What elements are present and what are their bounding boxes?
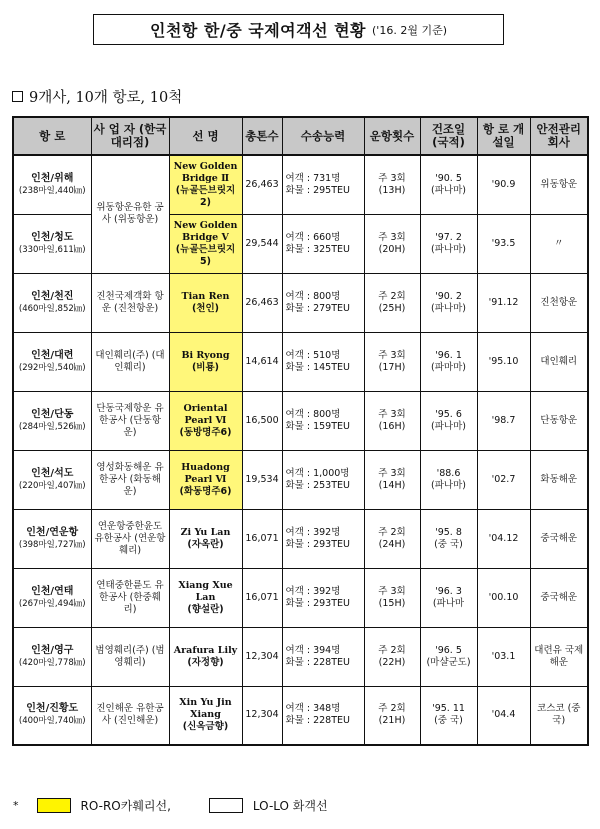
built-cell <box>420 686 477 745</box>
route-name: 인천/진황도 <box>26 703 79 715</box>
table-row <box>13 686 588 745</box>
route-distance: (398마일,727㎞) <box>18 539 86 550</box>
built-cell <box>420 568 477 627</box>
built-cell <box>420 273 477 332</box>
col-header-safety: 안전관리 회사 <box>530 117 588 155</box>
header-row <box>13 117 588 155</box>
route-cell <box>13 627 91 686</box>
capacity-cell <box>282 155 364 214</box>
passenger-capacity: 여객 : 660명 <box>285 231 341 243</box>
operator-cell: 진인해운 유한공사 (진인해운) <box>91 686 169 745</box>
passenger-capacity: 여객 : 510명 <box>285 349 341 361</box>
route-name: 인천/대련 <box>31 349 74 361</box>
ship-name-kr: (뉴골든브릿지5) <box>175 243 236 267</box>
tonnage-cell: 16,071 <box>242 568 282 627</box>
tonnage-cell: 12,304 <box>242 627 282 686</box>
ship-cell <box>169 273 242 332</box>
ship-name-en: New Golden Bridge Ⅱ <box>173 160 238 184</box>
legend-lolo-label: LO-LO 화객선 <box>252 799 328 813</box>
col-header-tonnage: 총톤수 <box>242 117 282 155</box>
opened-cell: '91.12 <box>477 273 530 332</box>
built-date: '97. 2 <box>435 231 462 243</box>
frequency: 주 2회 <box>378 526 406 538</box>
roro-swatch-icon <box>37 798 71 813</box>
cargo-capacity: 화물 : 145TEU <box>285 361 350 373</box>
table-row <box>13 627 588 686</box>
route-distance: (220마일,407㎞) <box>18 480 86 491</box>
tonnage-cell: 26,463 <box>242 273 282 332</box>
capacity-cell <box>282 450 364 509</box>
ship-cell <box>169 627 242 686</box>
ferry-table <box>12 116 589 746</box>
route-name: 인천/천진 <box>31 290 74 302</box>
ship-name-en: Huadong Pearl Ⅵ <box>181 461 230 485</box>
page-title: 인천항 한/중 국제여객선 현황 <box>149 21 367 40</box>
flag: (중 국) <box>434 538 463 550</box>
tonnage-cell: 16,071 <box>242 509 282 568</box>
safety-cell: 중국해운 <box>530 509 588 568</box>
cargo-capacity: 화물 : 293TEU <box>285 597 350 609</box>
voyage-hours: (24H) <box>378 538 406 550</box>
route-distance: (292마일,540㎞) <box>18 362 86 373</box>
route-name: 인천/영구 <box>31 644 74 656</box>
summary-line <box>12 86 182 107</box>
route-name: 인천/청도 <box>31 231 74 243</box>
capacity-cell <box>282 332 364 391</box>
route-distance: (420마일,778㎞) <box>18 657 86 668</box>
passenger-capacity: 여객 : 800명 <box>285 290 341 302</box>
tonnage-cell: 26,463 <box>242 155 282 214</box>
cargo-capacity: 화물 : 293TEU <box>285 538 350 550</box>
cargo-capacity: 화물 : 159TEU <box>285 420 350 432</box>
route-cell <box>13 568 91 627</box>
capacity-cell <box>282 686 364 745</box>
flag: (마샬군도) <box>426 656 471 668</box>
capacity-cell <box>282 627 364 686</box>
operator-cell: 위동항운유한 공사 (위동항운) <box>91 155 169 273</box>
frequency-cell <box>364 568 420 627</box>
route-cell <box>13 686 91 745</box>
ship-name-en: Xin Yu Jin Xiang <box>179 697 232 721</box>
capacity-cell <box>282 273 364 332</box>
built-date: '90. 2 <box>435 290 462 302</box>
ship-name-en: Zi Yu Lan <box>180 526 231 538</box>
ship-name-kr: (자옥란) <box>187 538 224 550</box>
route-cell <box>13 273 91 332</box>
cargo-capacity: 화물 : 228TEU <box>285 656 350 668</box>
route-cell <box>13 214 91 273</box>
built-date: '95. 6 <box>435 408 462 420</box>
frequency-cell <box>364 273 420 332</box>
table-row <box>13 391 588 450</box>
tonnage-cell: 19,534 <box>242 450 282 509</box>
route-cell <box>13 332 91 391</box>
route-distance: (400마일,740㎞) <box>18 716 86 727</box>
voyage-hours: (20H) <box>378 243 406 255</box>
opened-cell: '04.4 <box>477 686 530 745</box>
operator-cell: 대인훼리(주) (대인훼리) <box>91 332 169 391</box>
frequency-cell <box>364 391 420 450</box>
tonnage-cell: 14,614 <box>242 332 282 391</box>
ship-name-kr: (뉴골든브릿지2) <box>175 184 236 208</box>
square-bullet-icon <box>12 91 23 102</box>
ship-cell <box>169 568 242 627</box>
built-cell <box>420 155 477 214</box>
built-date: '95. 8 <box>435 526 462 538</box>
legend-mark: * <box>13 799 19 812</box>
built-date: '95. 11 <box>432 703 465 715</box>
frequency: 주 3회 <box>378 172 406 184</box>
ship-cell <box>169 686 242 745</box>
passenger-capacity: 여객 : 394명 <box>285 644 341 656</box>
frequency-cell <box>364 214 420 273</box>
safety-cell: 진천항운 <box>530 273 588 332</box>
built-date: '96. 5 <box>435 644 462 656</box>
safety-cell: 코스코 (중국) <box>530 686 588 745</box>
built-date: '90. 5 <box>435 172 462 184</box>
route-name: 인천/석도 <box>31 467 74 479</box>
cargo-capacity: 화물 : 228TEU <box>285 715 350 727</box>
frequency-cell <box>364 332 420 391</box>
voyage-hours: (22H) <box>378 656 406 668</box>
built-cell <box>420 214 477 273</box>
safety-cell: 〃 <box>530 214 588 273</box>
route-cell <box>13 391 91 450</box>
route-name: 인천/연운항 <box>26 526 79 538</box>
ship-cell <box>169 332 242 391</box>
ship-name-kr: (비룡) <box>191 361 220 373</box>
flag: (파나마) <box>431 479 466 491</box>
frequency-cell <box>364 509 420 568</box>
operator-cell: 범영훼리(주) (범영훼리) <box>91 627 169 686</box>
table-row <box>13 568 588 627</box>
built-date: '96. 3 <box>435 585 462 597</box>
ship-name-en: New Golden Bridge Ⅴ <box>173 219 238 243</box>
passenger-capacity: 여객 : 348명 <box>285 703 341 715</box>
passenger-capacity: 여객 : 800명 <box>285 408 341 420</box>
built-date: '88.6 <box>436 467 461 479</box>
opened-cell: '93.5 <box>477 214 530 273</box>
ship-name-kr: (자정향) <box>187 656 224 668</box>
ship-name-kr: (동방명주6) <box>179 426 232 438</box>
safety-cell: 대인훼리 <box>530 332 588 391</box>
frequency: 주 3회 <box>378 231 406 243</box>
ship-name-en: Arafura Lily <box>173 644 238 656</box>
capacity-cell <box>282 214 364 273</box>
route-distance: (267마일,494㎞) <box>18 598 86 609</box>
capacity-cell <box>282 568 364 627</box>
ship-name-kr: (신옥금향) <box>182 721 229 733</box>
voyage-hours: (14H) <box>378 479 406 491</box>
tonnage-cell: 29,544 <box>242 214 282 273</box>
ship-name-en: Xiang Xue Lan <box>178 579 233 603</box>
ship-cell <box>169 155 242 214</box>
route-name: 인천/위해 <box>31 172 74 184</box>
built-cell <box>420 627 477 686</box>
frequency: 주 2회 <box>378 703 406 715</box>
table-row <box>13 450 588 509</box>
frequency: 주 3회 <box>378 408 406 420</box>
voyage-hours: (25H) <box>378 302 406 314</box>
voyage-hours: (13H) <box>378 184 406 196</box>
frequency: 주 3회 <box>378 467 406 479</box>
route-distance: (460마일,852㎞) <box>18 303 86 314</box>
operator-cell: 연운항중한윤도 유한공사 (연운항훼리) <box>91 509 169 568</box>
ship-name-en: Bi Ryong <box>181 349 230 361</box>
title-date-note: ('16. 2월 기준) <box>372 23 447 37</box>
opened-cell: '90.9 <box>477 155 530 214</box>
ship-name-kr: (화동명주6) <box>179 485 232 497</box>
capacity-cell <box>282 391 364 450</box>
legend-roro-label: RO-RO카훼리선, <box>80 799 171 813</box>
table-row <box>13 155 588 214</box>
built-cell <box>420 450 477 509</box>
passenger-capacity: 여객 : 392명 <box>285 526 341 538</box>
frequency-cell <box>364 686 420 745</box>
col-header-capacity: 수송능력 <box>282 117 364 155</box>
summary-text: 9개사, 10개 항로, 10척 <box>29 90 183 106</box>
opened-cell: '03.1 <box>477 627 530 686</box>
title-box <box>93 14 504 45</box>
flag: (파나마) <box>431 420 466 432</box>
table-row <box>13 332 588 391</box>
col-header-operator: 사 업 자 (한국대리점) <box>91 117 169 155</box>
frequency-cell <box>364 627 420 686</box>
route-distance: (238마일,440㎞) <box>18 185 86 196</box>
ship-cell <box>169 391 242 450</box>
tonnage-cell: 16,500 <box>242 391 282 450</box>
lolo-swatch-icon <box>209 798 243 813</box>
route-distance: (284마일,526㎞) <box>18 421 86 432</box>
cargo-capacity: 화물 : 325TEU <box>285 243 350 255</box>
opened-cell: '95.10 <box>477 332 530 391</box>
operator-cell: 단동국제항운 유한공사 (단동항운) <box>91 391 169 450</box>
safety-cell: 위동항운 <box>530 155 588 214</box>
frequency-cell <box>364 450 420 509</box>
flag: (파나마) <box>431 184 466 196</box>
built-date: '96. 1 <box>435 349 462 361</box>
route-cell <box>13 450 91 509</box>
passenger-capacity: 여객 : 1,000명 <box>285 467 350 479</box>
safety-cell: 단동항운 <box>530 391 588 450</box>
route-distance: (330마일,611㎞) <box>18 244 86 255</box>
safety-cell: 화동해운 <box>530 450 588 509</box>
route-cell <box>13 509 91 568</box>
opened-cell: '98.7 <box>477 391 530 450</box>
ship-cell <box>169 214 242 273</box>
passenger-capacity: 여객 : 392명 <box>285 585 341 597</box>
route-name: 인천/연태 <box>31 585 74 597</box>
flag: (파마마) <box>431 361 466 373</box>
frequency: 주 3회 <box>378 349 406 361</box>
operator-cell: 연태중한륜도 유한공사 (한중훼리) <box>91 568 169 627</box>
operator-cell: 영성화동해운 유한공사 (화동해운) <box>91 450 169 509</box>
col-header-ship: 선 명 <box>169 117 242 155</box>
ship-name-en: Oriental Pearl Ⅵ <box>183 402 228 426</box>
route-cell <box>13 155 91 214</box>
cargo-capacity: 화물 : 279TEU <box>285 302 350 314</box>
voyage-hours: (17H) <box>378 361 406 373</box>
built-cell <box>420 332 477 391</box>
cargo-capacity: 화물 : 295TEU <box>285 184 350 196</box>
frequency: 주 3회 <box>378 585 406 597</box>
col-header-route: 항 로 <box>13 117 91 155</box>
safety-cell: 중국해운 <box>530 568 588 627</box>
frequency: 주 2회 <box>378 644 406 656</box>
voyage-hours: (21H) <box>378 715 406 727</box>
frequency: 주 2회 <box>378 290 406 302</box>
built-cell <box>420 391 477 450</box>
opened-cell: '04.12 <box>477 509 530 568</box>
route-name: 인천/단동 <box>31 408 74 420</box>
frequency-cell <box>364 155 420 214</box>
safety-cell: 대련유 국제해운 <box>530 627 588 686</box>
opened-cell: '00.10 <box>477 568 530 627</box>
operator-cell: 진천국제객화 항운 (진천항운) <box>91 273 169 332</box>
col-header-frequency: 운항횟수 <box>364 117 420 155</box>
ship-name-kr: (천인) <box>191 302 220 314</box>
col-header-built: 건조일 (국적) <box>420 117 477 155</box>
cargo-capacity: 화물 : 253TEU <box>285 479 350 491</box>
capacity-cell <box>282 509 364 568</box>
flag: (파나마 <box>432 597 465 609</box>
ship-cell <box>169 450 242 509</box>
ship-name-en: Tian Ren <box>181 290 230 302</box>
col-header-opened: 항 로 개설일 <box>477 117 530 155</box>
legend <box>13 797 328 814</box>
tonnage-cell: 12,304 <box>242 686 282 745</box>
table-row <box>13 509 588 568</box>
ship-name-kr: (향설란) <box>187 603 224 615</box>
voyage-hours: (15H) <box>378 597 406 609</box>
ship-cell <box>169 509 242 568</box>
built-cell <box>420 509 477 568</box>
flag: (파나마) <box>431 302 466 314</box>
flag: (파나마) <box>431 243 466 255</box>
opened-cell: '02.7 <box>477 450 530 509</box>
passenger-capacity: 여객 : 731명 <box>285 172 341 184</box>
voyage-hours: (16H) <box>378 420 406 432</box>
table-row <box>13 273 588 332</box>
flag: (중 국) <box>434 715 463 727</box>
